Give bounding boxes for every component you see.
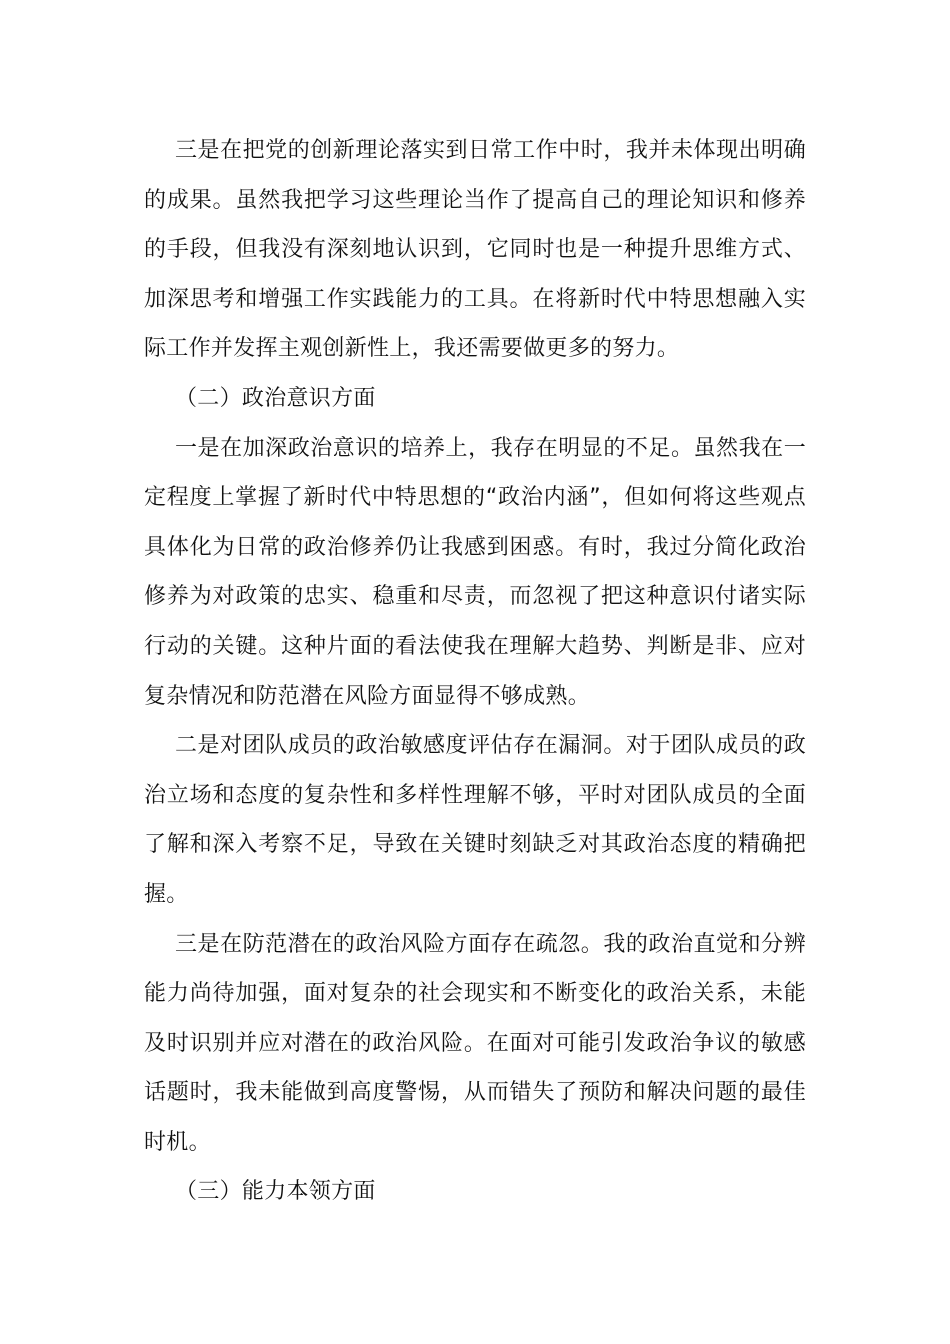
- paragraph-political-risk: 三是在防范潜在的政治风险方面存在疏忽。我的政治直觉和分辨能力尚待加强，面对复杂的社会现实和不断变化的政治关系，未能及时识别并应对潜在的政治风险。在面对可能引发政治争议的敏感话题时，我未能做到高度警惕，从而错失了预防和解决问题的最佳时机。: [144, 931, 806, 1155]
- section-heading-capability: （三）能力本领方面: [175, 1179, 376, 1205]
- section-heading-political-awareness: （二）政治意识方面: [175, 385, 376, 411]
- document-body: [144, 126, 806, 1217]
- paragraph-political-cultivation: 一是在加深政治意识的培养上，我存在明显的不足。虽然我在一定程度上掌握了新时代中特思想的“政治内涵”，但如何将这些观点具体化为日常的政治修养仍让我感到困惑。有时，我过分简化政治修养为对政策的忠实、稳重和尽责，而忽视了把这种意识付诸实际行动的关键。这种片面的看法使我在理解大趋势、判断是非、应对复杂情况和防范潜在风险方面显得不够成熟。: [144, 435, 806, 709]
- paragraph-theory-practice: 三是在把党的创新理论落实到日常工作中时，我并未体现出明确的成果。虽然我把学习这些理论当作了提高自己的理论知识和修养的手段，但我没有深刻地认识到，它同时也是一种提升思维方式、加深思考和增强工作实践能力的工具。在将新时代中特思想融入实际工作并发挥主观创新性上，我还需要做更多的努力。: [144, 138, 806, 362]
- paragraph-team-sensitivity: 二是对团队成员的政治敏感度评估存在漏洞。对于团队成员的政治立场和态度的复杂性和多样性理解不够，平时对团队成员的全面了解和深入考察不足，导致在关键时刻缺乏对其政治态度的精确把握。: [144, 733, 806, 907]
